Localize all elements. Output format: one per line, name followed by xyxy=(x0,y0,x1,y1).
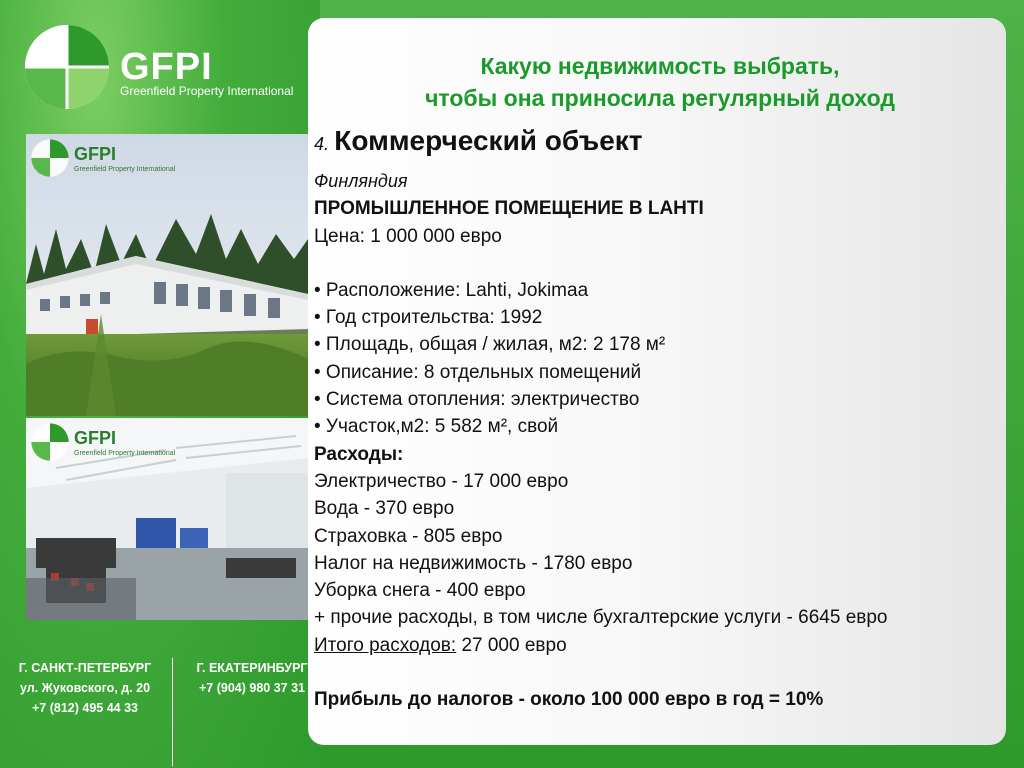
country-label: Финляндия xyxy=(314,171,408,191)
phone: +7 (904) 980 37 31 xyxy=(199,681,305,695)
profit-line: Прибыль до налогов - около 100 000 евро в год = 10% xyxy=(314,689,824,711)
watermark-subtitle: Greenfield Property International xyxy=(74,166,176,173)
city-name: Г. САНКТ-ПЕТЕРБУРГ xyxy=(18,661,152,675)
spacer xyxy=(314,250,954,277)
feature-item: • Описание: 8 отдельных помещений xyxy=(314,361,642,383)
feature-item: • Расположение: Lahti, Jokimaa xyxy=(314,279,589,301)
property-description xyxy=(314,124,954,713)
title-line-1: Какую недвижимость выбрать, xyxy=(480,53,840,79)
contact-spb xyxy=(10,658,160,718)
price-line: Цена: 1 000 000 евро xyxy=(314,225,502,247)
heading-number: 4. xyxy=(314,134,330,154)
expenses-title: Расходы: xyxy=(314,443,404,465)
watermark-logo-icon xyxy=(30,422,70,462)
total-expenses xyxy=(314,632,954,659)
page-title xyxy=(320,50,1000,114)
logo-subtitle: Greenfield Property International xyxy=(120,84,294,98)
interior-photo xyxy=(26,418,308,620)
expense-item: Налог на недвижимость - 1780 евро xyxy=(314,552,633,574)
contacts-footer xyxy=(0,652,320,768)
expense-item: Уборка снега - 400 евро xyxy=(314,580,526,602)
expense-item: + прочие расходы, в том числе бухгалтерские услуги - 6645 евро xyxy=(314,607,888,629)
footer-divider xyxy=(172,658,173,766)
feature-item: • Участок,м2: 5 582 м², свой xyxy=(314,416,559,438)
exterior-photo xyxy=(26,134,308,416)
gfpi-logo xyxy=(22,22,312,117)
feature-item: • Год строительства: 1992 xyxy=(314,307,543,329)
city-name: Г. ЕКАТЕРИНБУРГ xyxy=(196,661,308,675)
feature-item: • Площадь, общая / жилая, м2: 2 178 м² xyxy=(314,334,666,356)
exterior-photo-watermark xyxy=(30,138,180,188)
watermark-subtitle: Greenfield Property International xyxy=(74,450,176,457)
phone: +7 (812) 495 44 33 xyxy=(32,701,138,715)
expense-item: Электричество - 17 000 евро xyxy=(314,470,569,492)
feature-item: • Система отопления: электричество xyxy=(314,389,640,411)
section-heading xyxy=(314,124,954,162)
title-line-2: чтобы она приносила регулярный доход xyxy=(425,85,895,111)
watermark-word: GFPI xyxy=(74,428,117,448)
watermark-logo-icon xyxy=(30,138,70,178)
total-value: 27 000 евро xyxy=(456,634,567,656)
expense-item: Вода - 370 евро xyxy=(314,498,455,520)
address: ул. Жуковского, д. 20 xyxy=(19,681,151,695)
expense-item: Страховка - 805 евро xyxy=(314,525,503,547)
property-name: ПРОМЫШЛЕННОЕ ПОМЕЩЕНИЕ В LAHTI xyxy=(314,198,704,220)
logo-mark-icon xyxy=(22,22,112,112)
interior-photo-watermark xyxy=(30,422,180,472)
contact-ekb xyxy=(184,658,320,698)
logo-wordmark: GFPI xyxy=(120,46,213,88)
watermark-word: GFPI xyxy=(74,144,117,164)
heading-text: Коммерческий объект xyxy=(334,125,643,156)
total-label: Итого расходов: xyxy=(314,634,457,656)
spacer xyxy=(314,659,954,686)
